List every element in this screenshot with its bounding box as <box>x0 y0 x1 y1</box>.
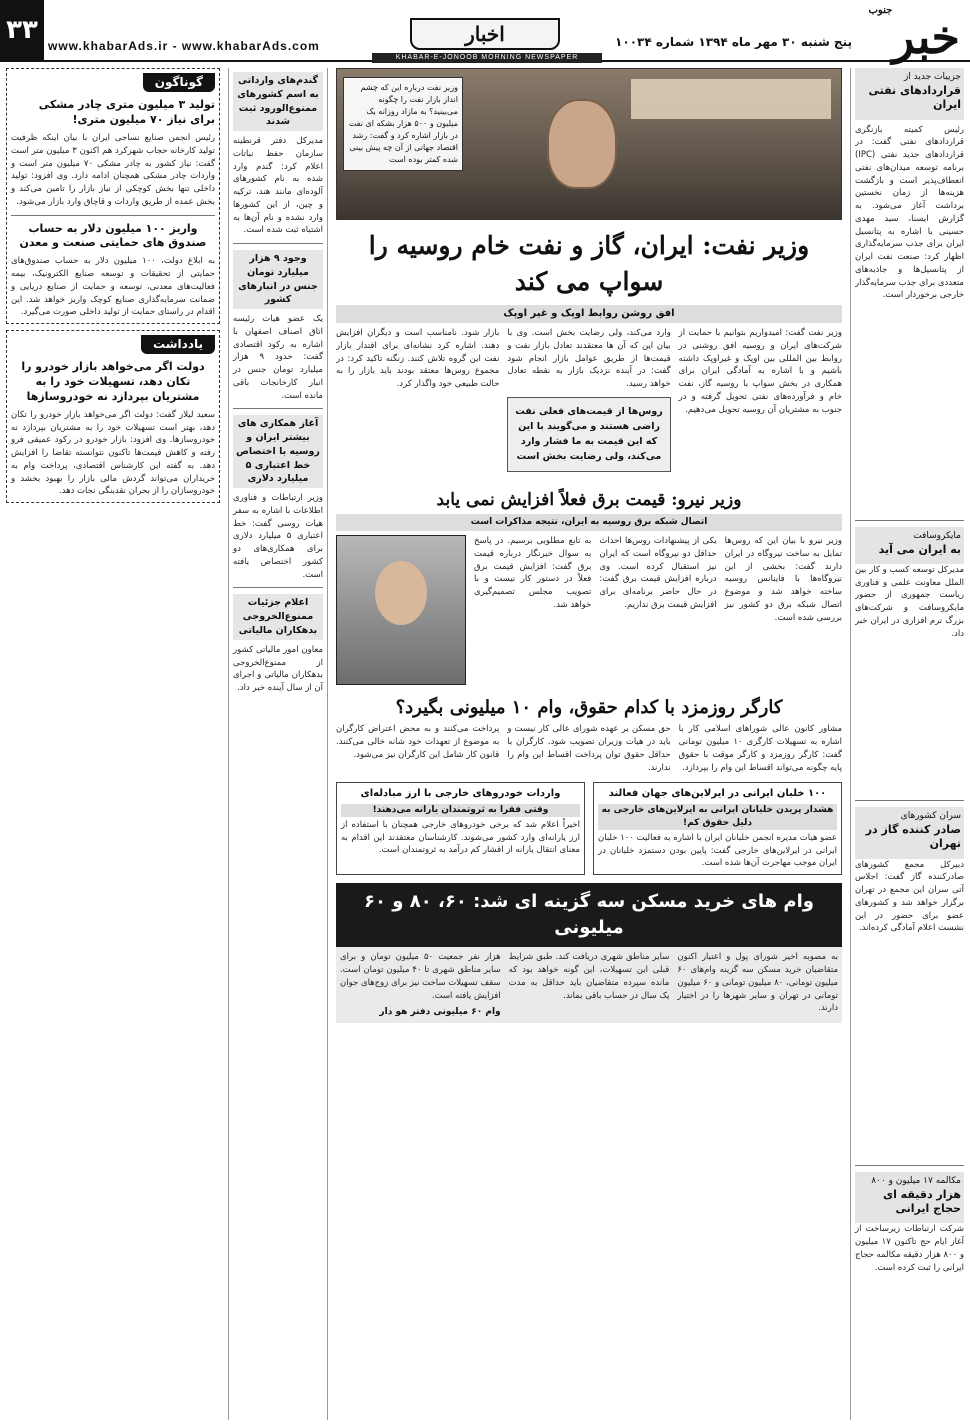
brief-3-head: آغاز همکاری های بیشتر ایران و روسیه با اختصاص خط اعتباری ۵ میلیارد دلاری <box>233 415 323 488</box>
twin-boxes <box>336 782 842 875</box>
housing-body <box>336 947 842 1023</box>
brief-2-body: یک عضو هیات رئیسه اتاق اصناف اصفهان با اشاره به رکود اقتصادی گفت: حدود ۹ هزار میلیارد تومان جنس در انبار کارخانجات باقی مانده است. <box>233 314 323 401</box>
lead-col-2: وارد می‌کند، ولی رضایت بخش است. وی با بیان این که آن ها معتقدند تعادل بازار نفت و قیمت‌ها از طریق عوامل بازار انجام شود گفت: در آینده نزدیک بازار به نقطه تعادل خواهد رسید. <box>507 328 671 389</box>
electricity-col-3: به تابع مطلوبی برسیم. در پاسخ به سوال خبرنگار درباره قیمت برق گفت: افزایش قیمت برق فعلاً در دستور کار نیست و با تصویب مجلس تصمیم‌گیری خواهد شد. <box>474 536 592 610</box>
lead-strap: افق روشن روابط اوپک و غیر اوپک <box>336 305 842 324</box>
lead-body <box>336 327 842 478</box>
fund-body: به ابلاغ دولت، ۱۰۰ میلیون دلار به حساب صندوق‌های حمایتی از تحقیقات و توسعه صنایع الکترونیک، بیمه فعالیت‌های معدنی، توسعه و حمایت از صنایع دریایی و ضمانت سرمایه‌گذاری صنایع کوچک واریز خواهد شد. این اقدام در راستای حمایت از تولید داخلی صورت می‌گیرد. <box>11 256 215 318</box>
housing-headline: وام های خرید مسکن سه گزینه ای شد: ۶۰، ۸۰ و ۶۰ میلیونی <box>336 883 842 947</box>
right-section2-head <box>855 527 964 564</box>
pilots-box <box>593 782 842 875</box>
brief-1-head: گندم‌های وارداتی به اسم کشورهای ممنوع‌الورود ثبت شدند <box>233 72 323 131</box>
misc-box <box>6 68 220 324</box>
right-section2-body: مدیرکل توسعه کسب و کار بین الملل معاونت علمی و فناوری ریاست جمهوری از حضور مایکروسافت و شرکت‌های بزرگ نرم افزاری در ایران خبر داد. <box>855 564 964 639</box>
misc-tag: گوناگون <box>143 73 215 92</box>
electricity-body <box>336 535 842 685</box>
right-section4-body: شرکت ارتباطات زیرساخت از آغاز ایام حج تاکنون ۱۷ میلیون و ۸۰۰ هزار دقیقه مکالمه حجاج ایرانی را ثبت کرده است. <box>855 1224 964 1273</box>
main-column <box>336 68 842 1420</box>
lead-col-1: وزیر نفت گفت: امیدواریم بتوانیم با حمایت از شرکت‌های ایران و روسیه افق روشنی در روابط بین المللی بین اوپک و غیراوپک داشته باشیم و با اشاره به آمادگی ایران برای همکاری در بخش سواپ با روسیه گاز، نفت خام و فرآورده‌های نفتی تحویل گرفته و در جنوب به مشتریان آن روسیه تحویل می‌دهیم. <box>678 328 842 415</box>
masthead <box>0 0 970 62</box>
electricity-col-1: وزیر نیرو با بیان این که روس‌ها تمایل به ساخت نیروگاه در ایران دارند گفت: بخشی از این نیروگاه‌ها با فاینانس روسیه ساخته خواهد شد و موضوع اتصال شبکه برق دو کشور نیز بررسی شده است. <box>724 536 842 623</box>
right-section3-head <box>855 807 964 859</box>
minister-photo <box>547 99 617 189</box>
right-body: رئیس کمیته بازنگری قراردادهای نفتی گفت: در قراردادهای جدید نفتی (IPC) برنامه توسعه میدان‌های نفتی انعطاف‌پذیر است و بازگشت هزینه‌ها از زمان نخستین برداشت آغاز می‌شود. به گزارش ایسنا، سید مهدی حسینی با اشاره به پتانسیل ایران برای جذب سرمایه‌گذاری اظهار کرد: صنعت نفت ایران از پتانسیل‌ها و جاذبه‌های متعددی برای جذب سرمایه‌گذار خارجی برخوردار است. <box>855 124 964 301</box>
lead-photo <box>336 68 842 220</box>
right-section3-kicker: سران کشورهای <box>900 810 961 821</box>
right-news-column <box>850 68 964 1420</box>
briefs-column <box>228 68 328 1420</box>
pilots-strap: هشدار پریدن خلبانان ایرانی به ایرلاین‌های خارجی به دلیل حقوق کم! <box>598 804 837 830</box>
lead-headline: وزیر نفت: ایران، گاز و نفت خام روسیه را سواپ می کند <box>368 231 810 297</box>
fund-headline: واریز ۱۰۰ میلیون دلار به حساب صندوق های حمایتی صنعت و معدن <box>19 221 207 250</box>
wage-col-1: مشاور کانون عالی شوراهای اسلامی کار با اشاره به تسهیلات کارگری ۱۰ میلیون تومانی گفت: کارگر روزمزد و کارگر موقت با حقوق پایه چگونه می‌تواند اقساط این وام را بپردازد. <box>678 724 842 773</box>
brief-3-body: وزیر ارتباطات و فناوری اطلاعات با اشاره به سفر هیات روسی گفت: خط اعتباری ۵ میلیارد دلاری برای همکاری‌های دو کشور اختصاص یافته است. <box>233 493 323 580</box>
housing-col-1: به مصوبه اخیر شورای پول و اعتبار اکنون متقاضیان خرید مسکن سه گزینه وام‌های ۶۰ میلیون تومانی، ۸۰ میلیون تومانی و ۶۰ میلیون تومانی در تهران و سایر شهرها را در اختیار دارند. <box>677 952 838 1014</box>
pilots-headline: ۱۰۰ خلبان ایرانی در ایرلاین‌های جهان فعالند <box>608 788 827 800</box>
lead-col-3: بازار شود. نامناسب است و دیگران افزایش دهند. اشاره کرد نشانه‌ای برای اقتدار بازار نفت این گروه تلاش کنند. زنگنه تاکید کرد: در مجموع روس‌ها معتقد بودند باید بازار را به حالت طبیعی خود واگذار کرد. <box>336 328 500 389</box>
right-section4-head <box>855 1172 964 1224</box>
car-import-strap: وقتی فقرا به ثروتمندان یارانه می‌دهند! <box>341 804 580 817</box>
wage-body <box>336 723 842 774</box>
right-section2-kicker: مایکروسافت <box>913 530 961 541</box>
newspaper-logo: خبر$^{جنوب}$ <box>868 5 960 64</box>
brief-1-body: مدیرکل دفتر قرنطینه سازمان حفظ نباتات اعلام کرد: گندم وارد شده به نام کشورهای آلوده‌ای مانند هند، ترکیه و چین، از این کشورها وارد نشده و نام آن‌ها به اشتباه ثبت شده است. <box>233 136 323 236</box>
right-section3-title: صادر کننده گاز در تهران <box>865 823 961 851</box>
wage-headline: کارگر روزمزد با کدام حقوق، وام ۱۰ میلیونی بگیرد؟ <box>395 697 783 719</box>
chador-body: رئیس انجمن صنایع نساجی ایران با بیان اینکه ظرفیت تولید کارخانه حجاب شهرکرد هم اکنون ۳ میلیون متر است گفت: نیاز کشور به چادر مشکی ۷۰ میلیون متر است و واردات چادر مشکی همچنان ادامه دارد. وی افزود: تولید داخلی تنها بخش کوچکی از نیاز بازار را تامین می‌کند و بخش عمده از طریق واردات و قاچاق وارد بازار می‌شود. <box>11 133 215 207</box>
note-tag: یادداشت <box>141 335 215 354</box>
note-box <box>6 330 220 503</box>
brief-4-head: اعلام جزئیات ممنوع‌الخروجی بدهکاران مالیاتی <box>233 594 323 639</box>
wage-col-3: پرداخت می‌کنند و به محض اعتراض کارگران به موضوع از تعهدات خود شانه خالی می‌کنند. قانون کار شامل این کارگران نیز می‌شود. <box>336 724 500 760</box>
photo-backdrop <box>631 79 831 119</box>
issue-date: پنج شنبه ۳۰ مهر ماه ۱۳۹۴ شماره ۱۰۰۳۴ <box>615 35 852 49</box>
housing-col-3: هزار نفر جمعیت ۵۰ میلیون تومان و برای سایر مناطق شهری تا ۴۰ میلیون تومان است. سقف تسهیلات ساخت نیز برای زوج‌های جوان افزایش یافته است. <box>339 952 501 1001</box>
car-import-body: اخیراً اعلام شد که برخی خودروهای خارجی همچنان با استفاده از ارز یارانه‌ای وارد کشور می‌شوند. کارشناسان معتقدند این اقدام به معنای انتقال یارانه از اقشار کم درآمد به ثروتمندان است. <box>341 819 580 856</box>
chador-headline: تولید ۳ میلیون متری چادر مشکی برای نیاز ۷۰ میلیون متری! <box>38 98 215 127</box>
pilots-body: عضو هیات مدیره انجمن خلبانان ایران با اشاره به فعالیت ۱۰۰ خلبان ایرانی در ایرلاین‌های خارجی گفت: پایین بودن دستمزد خلبانان در ایران موجب مهاجرت آن‌ها شده است. <box>598 832 837 869</box>
right-section3-body: دبیرکل مجمع کشورهای صادرکننده گاز گفت: اجلاس آتی سران این مجمع در تهران برگزار خواهد شد و کشورهای عضو برای حضور در این نشست اعلام آمادگی کرده‌اند. <box>855 859 964 934</box>
right-section4-title: هزار دقیقه ای حجاج ایرانی <box>882 1187 961 1215</box>
housing-col-2: سایر مناطق شهری دریافت کند. طبق شرایط قبلی این تسهیلات، این گونه خواهد بود که مانده سپرده متقاضیان باید حداقل به مدت یک سال در حساب باقی بماند. <box>508 952 670 1001</box>
newspaper-name-english: KHABAR-E-JONOOB MORNING NEWSPAPER <box>372 53 602 63</box>
wage-col-2: حق مسکن بر عهده شورای عالی کار نیست و باید در هیات وزیران تصویب شود. کارگران با حداقل حقوق توان پرداخت اقساط این وام را ندارند. <box>507 724 671 773</box>
left-column <box>6 68 220 1420</box>
right-section2-title: به ایران می آید <box>878 542 961 556</box>
car-market-headline: دولت اگر می‌خواهد بازار خودرو را تکان دهد، تسهیلات خود را به مشتریان بپردازد نه خودروسازها <box>21 360 205 404</box>
section-tab: اخبار <box>410 18 560 50</box>
page-number: ۳۳ <box>0 0 44 60</box>
housing-subhead: وام ۶۰ میلیونی دفتر هو دار <box>379 1007 501 1018</box>
right-headline-box <box>855 68 964 120</box>
electricity-headline: وزیر نیرو: قیمت برق فعلاً افزایش نمی یابد <box>436 489 742 510</box>
lead-pullquote: روس‌ها از قیمت‌های فعلی نفت راضی هستند و می‌گویند با این که این قیمت به ما فشار وارد می‌کند، ولی رضایت بخش است <box>507 397 670 472</box>
lead-photo-caption: وزیر نفت درباره این که چشم انداز بازار نفت را چگونه می‌بینید؟ به مازاد روزانه یک میلیون و ۵۰۰ هزار بشکه ای نفت در بازار اشاره کرد و گفت: رشد اقتصاد جهانی از آن چه پیش بینی شده کمتر بوده است <box>343 77 463 171</box>
electricity-col-2: یکی از پیشنهادات روس‌ها احداث حداقل دو نیروگاه است که ایران نیز استقبال کرده است. وی درباره افزایش قیمت برق گفت: در حال حاضر برنامه‌ای برای افزایش قیمت برق نداریم. <box>599 536 717 610</box>
right-title: قراردادهای نفتی ایران <box>868 84 961 112</box>
energy-minister-photo <box>336 535 466 685</box>
website-url[interactable]: www.khabarAds.ir - www.khabarAds.com <box>48 39 320 53</box>
car-import-box <box>336 782 585 875</box>
right-kicker: جزییات جدید از <box>903 72 961 82</box>
electricity-strap: اتصال شبکه برق روسیه به ایران، نتیجه مذاکرات است <box>336 514 842 531</box>
brief-2-head: وجود ۹ هزار میلیارد تومان جنس در انبارهای کشور <box>233 250 323 309</box>
right-section4-kicker: مکالمه ۱۷ میلیون و ۸۰۰ <box>871 1175 961 1186</box>
car-market-body: سعید لیلاز گفت: دولت اگر می‌خواهد بازار خودرو را تکان دهد، بهتر است تسهیلات خود را به مشتریان بپردازد نه خودروسازها. وی افزود: بازار خودرو در رکود عمیقی فرو رفته و کاهش قیمت‌ها تاکنون نتوانسته تقاضا را افزایش دهد. به گفته این کارشناس اقتصادی، پرداخت وام به خریداران می‌تواند گردش مالی بازار را بهبود بخشد و خودروسازان را از بحران نقدینگی نجات دهد. <box>11 409 215 497</box>
brief-4-body: معاون امور مالیاتی کشور از ممنوع‌الخروجی بدهکاران مالیاتی و اجرای آن از سال آینده خبر داد. <box>233 644 323 693</box>
car-import-headline: واردات خودروهای خارجی با ارز مبادله‌ای <box>360 788 561 800</box>
